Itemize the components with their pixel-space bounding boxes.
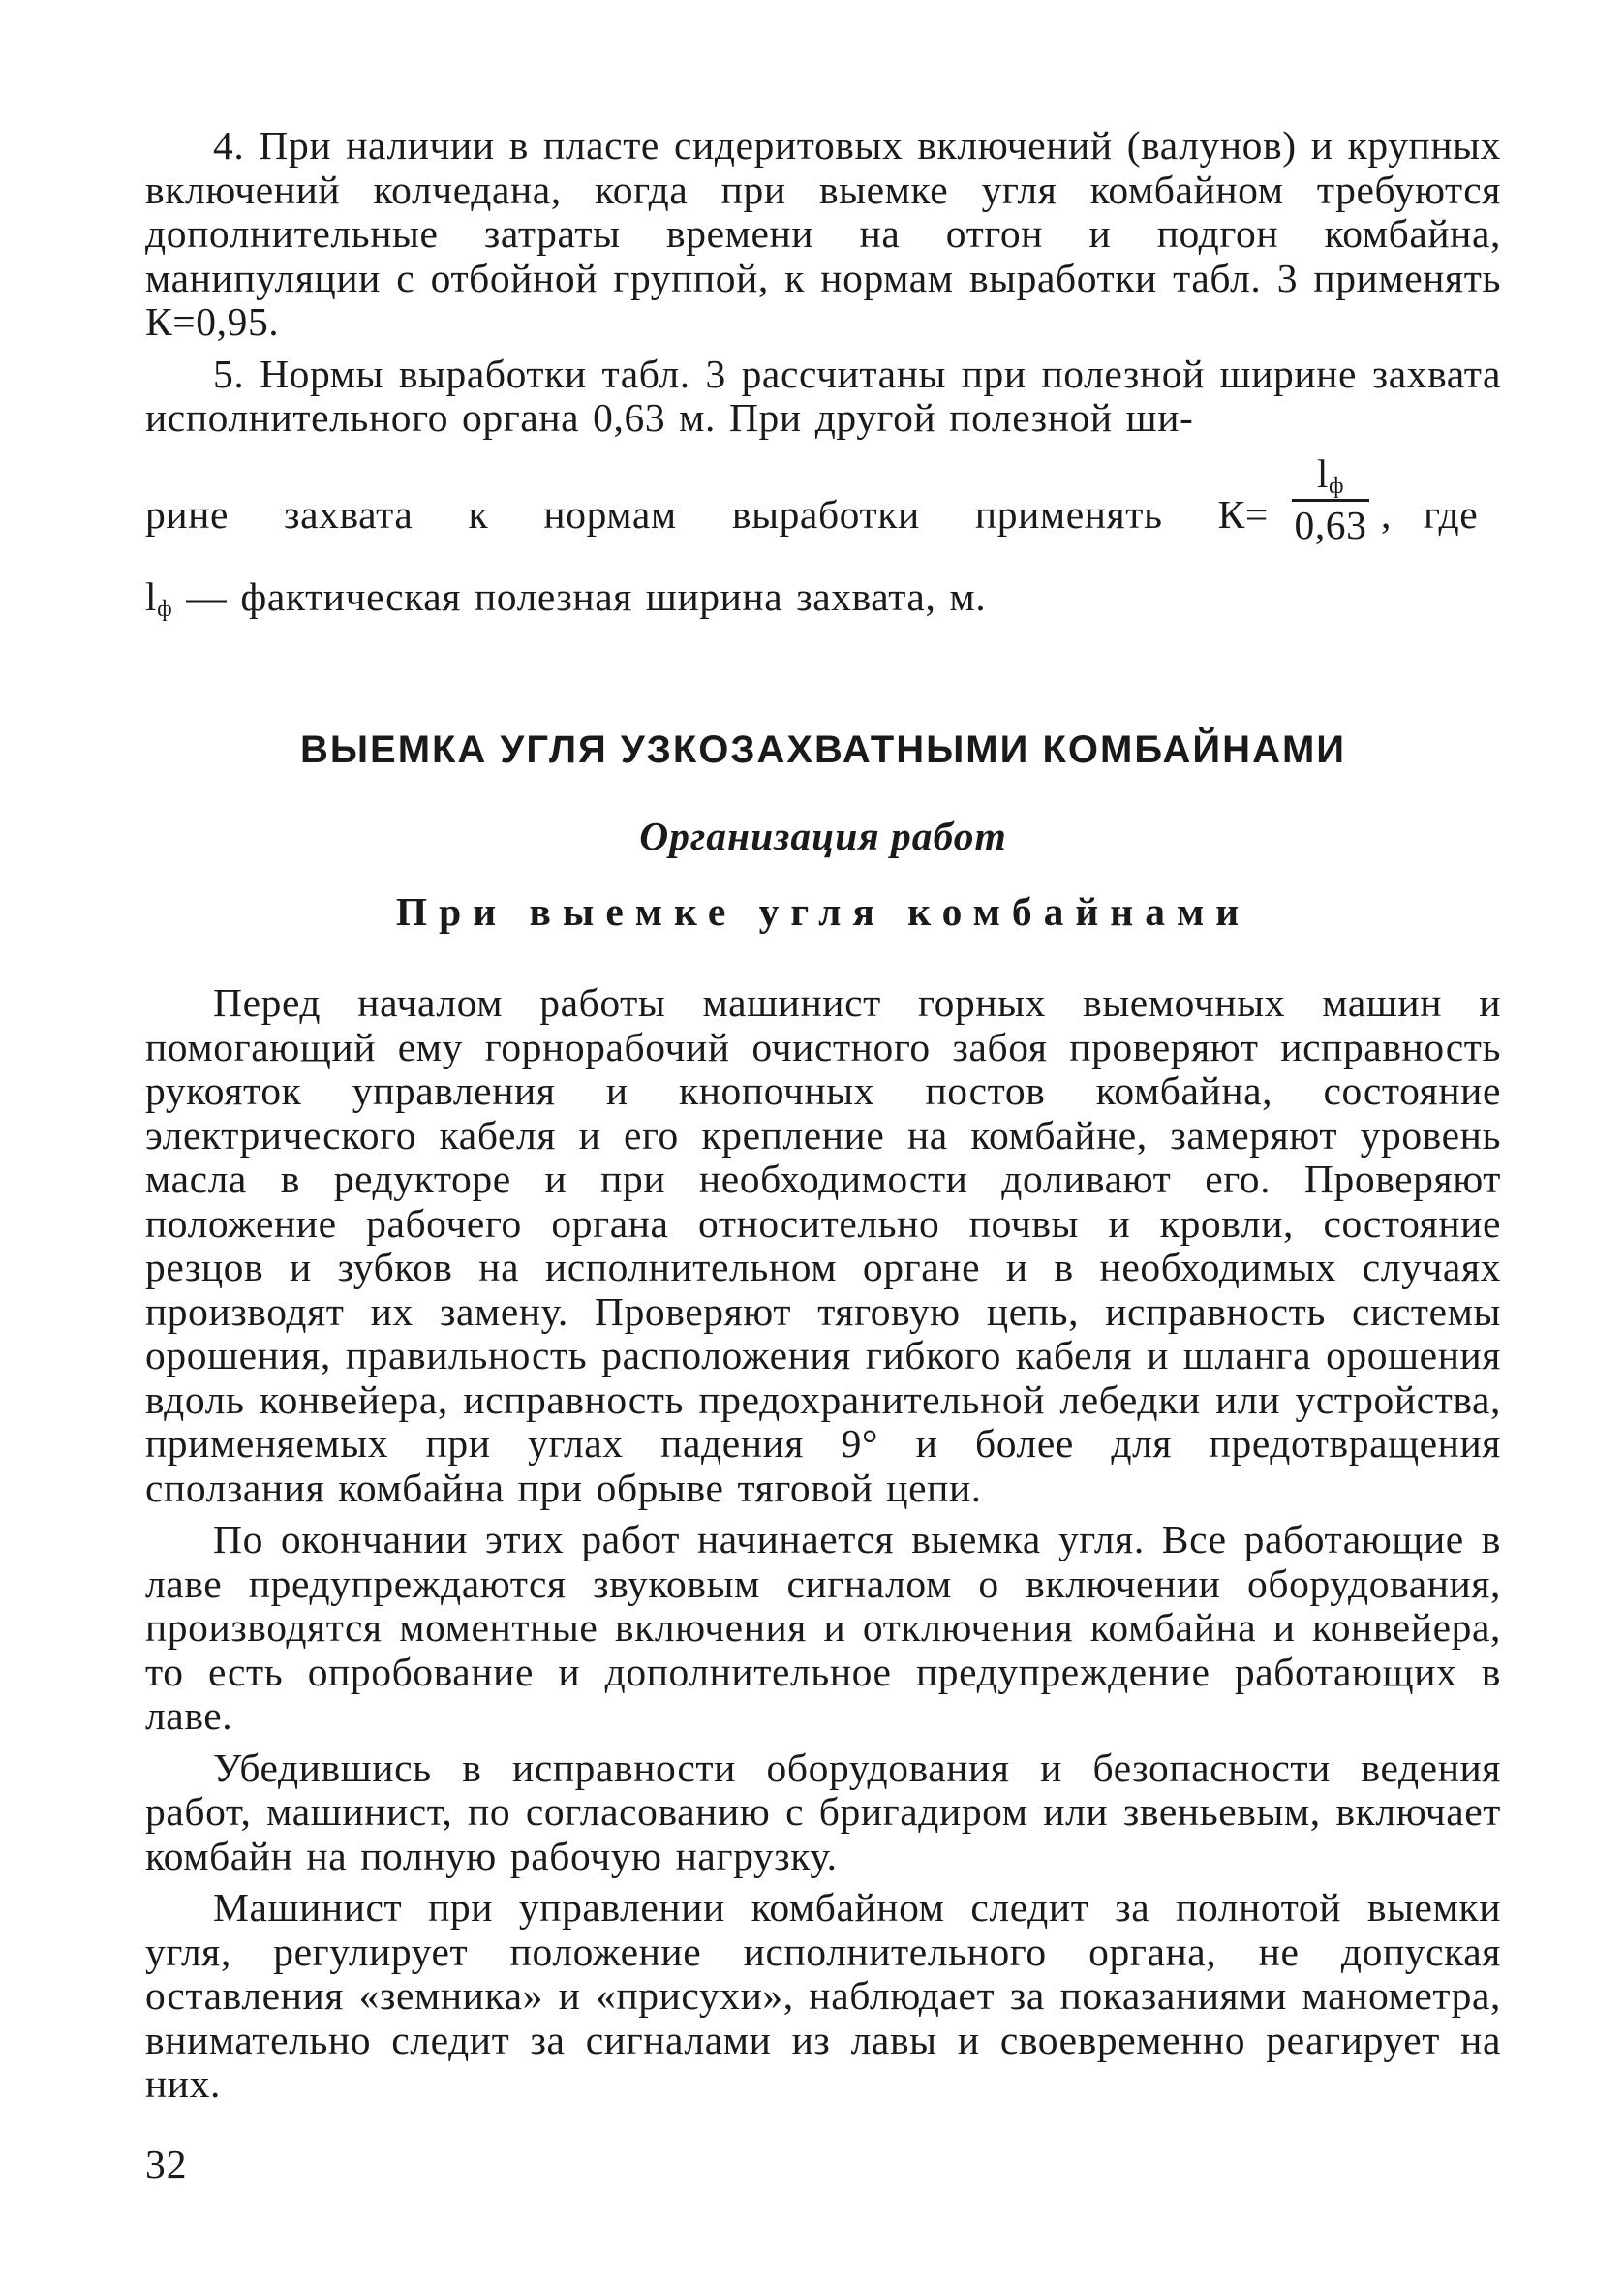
subsection-title: Организация работ	[639, 814, 1007, 858]
formula-word: к	[468, 491, 489, 537]
page-number: 32	[145, 2142, 188, 2186]
page-content	[145, 124, 1501, 2107]
paragraph-full-load: Убедившись в исправности оборудования и безопасности ведения работ, машинист, по согласованию с бригадиром или звеньевым, включает комбайн на полную рабочую нагрузку.	[145, 1745, 1501, 1878]
fraction-numerator	[1290, 450, 1371, 499]
numerator-symbol: l	[1316, 450, 1329, 496]
paragraph-item-4: 4. При наличии в пласте сидеритовых включений (валунов) и крупных включений колчедана, когда при выемке угля комбайном требуются дополнительные затраты времени на отгон и подгон комбайна, манипуляции с отбойной группой, к нормам выработки табл. 3 применять К=0,95.	[145, 123, 1501, 344]
definition-subscript: ф	[157, 596, 173, 622]
paragraph-operation: Машинист при управлении комбайном следит за полнотой выемки угля, регулирует положение исполнительного органа, не допуская оставления «земника» и «присухи», наблюдает за показаниями манометра, внимательно следит за сигналами из лавы и своевременно реагирует на них.	[145, 1885, 1501, 2106]
definition-text: — фактическая полезная ширина захвата, м.	[172, 573, 987, 619]
paragraph-item-5: 5. Нормы выработки табл. 3 рассчитаны при полезной ширине захвата исполнительного органа 0,63 м. При другой полезной ши-	[145, 351, 1501, 440]
formula-text	[145, 491, 1269, 538]
formula-word: захвата	[284, 491, 414, 537]
formula-word: выработки	[731, 491, 920, 537]
section-title: ВЫЕМКА УГЛЯ УЗКОЗАХВАТНЫМИ КОМБАЙНАМИ	[299, 728, 1347, 771]
formula-word: рине	[145, 491, 229, 537]
formula-where: где	[1424, 491, 1479, 537]
fraction-denominator: 0,63	[1294, 502, 1367, 547]
paragraph-startup: По окончании этих работ начинается выемка угля. Все работающие в лаве предупреждаются звуковым сигналом о включении оборудования, производятся моментные включения и отключения комбайна и конвейера, то есть опробование и дополнительное предупреждение работающих в лаве.	[145, 1517, 1501, 1738]
formula-comma: ,	[1381, 491, 1392, 537]
formula-word: К=	[1217, 491, 1269, 537]
subsubsection-title: При выемке угля комбайнами	[395, 889, 1251, 934]
formula-word: применять	[974, 491, 1163, 537]
formula-line	[145, 445, 1501, 575]
symbol-definition	[145, 575, 1501, 633]
definition-symbol: l	[145, 573, 158, 619]
numerator-subscript: ф	[1328, 473, 1345, 499]
paragraph-preparation: Перед началом работы машинист горных выемочных машин и помогающий ему горнорабочий очистного забоя проверяют исправность рукояток управления и кнопочных постов комбайна, состояние электрического кабеля и его крепление на комбайне, замеряют уровень масла в редукторе и при необходимости доливают его. Проверяют положение рабочего органа относительно почвы и кровли, состояние резцов и зубков на исполнительном органе и в необходимых случаях производят их замену. Проверяют тяговую цепь, исправность системы орошения, правильность расположения гибкого кабеля и шланга орошения вдоль конвейера, исправность предохранительной лебедки или устройства, применяемых при углах падения 9° и более для предотвращения сползания комбайна при обрыве тяговой цепи.	[145, 980, 1501, 1510]
formula-fraction	[1290, 452, 1371, 546]
formula-word: нормам	[543, 491, 677, 537]
